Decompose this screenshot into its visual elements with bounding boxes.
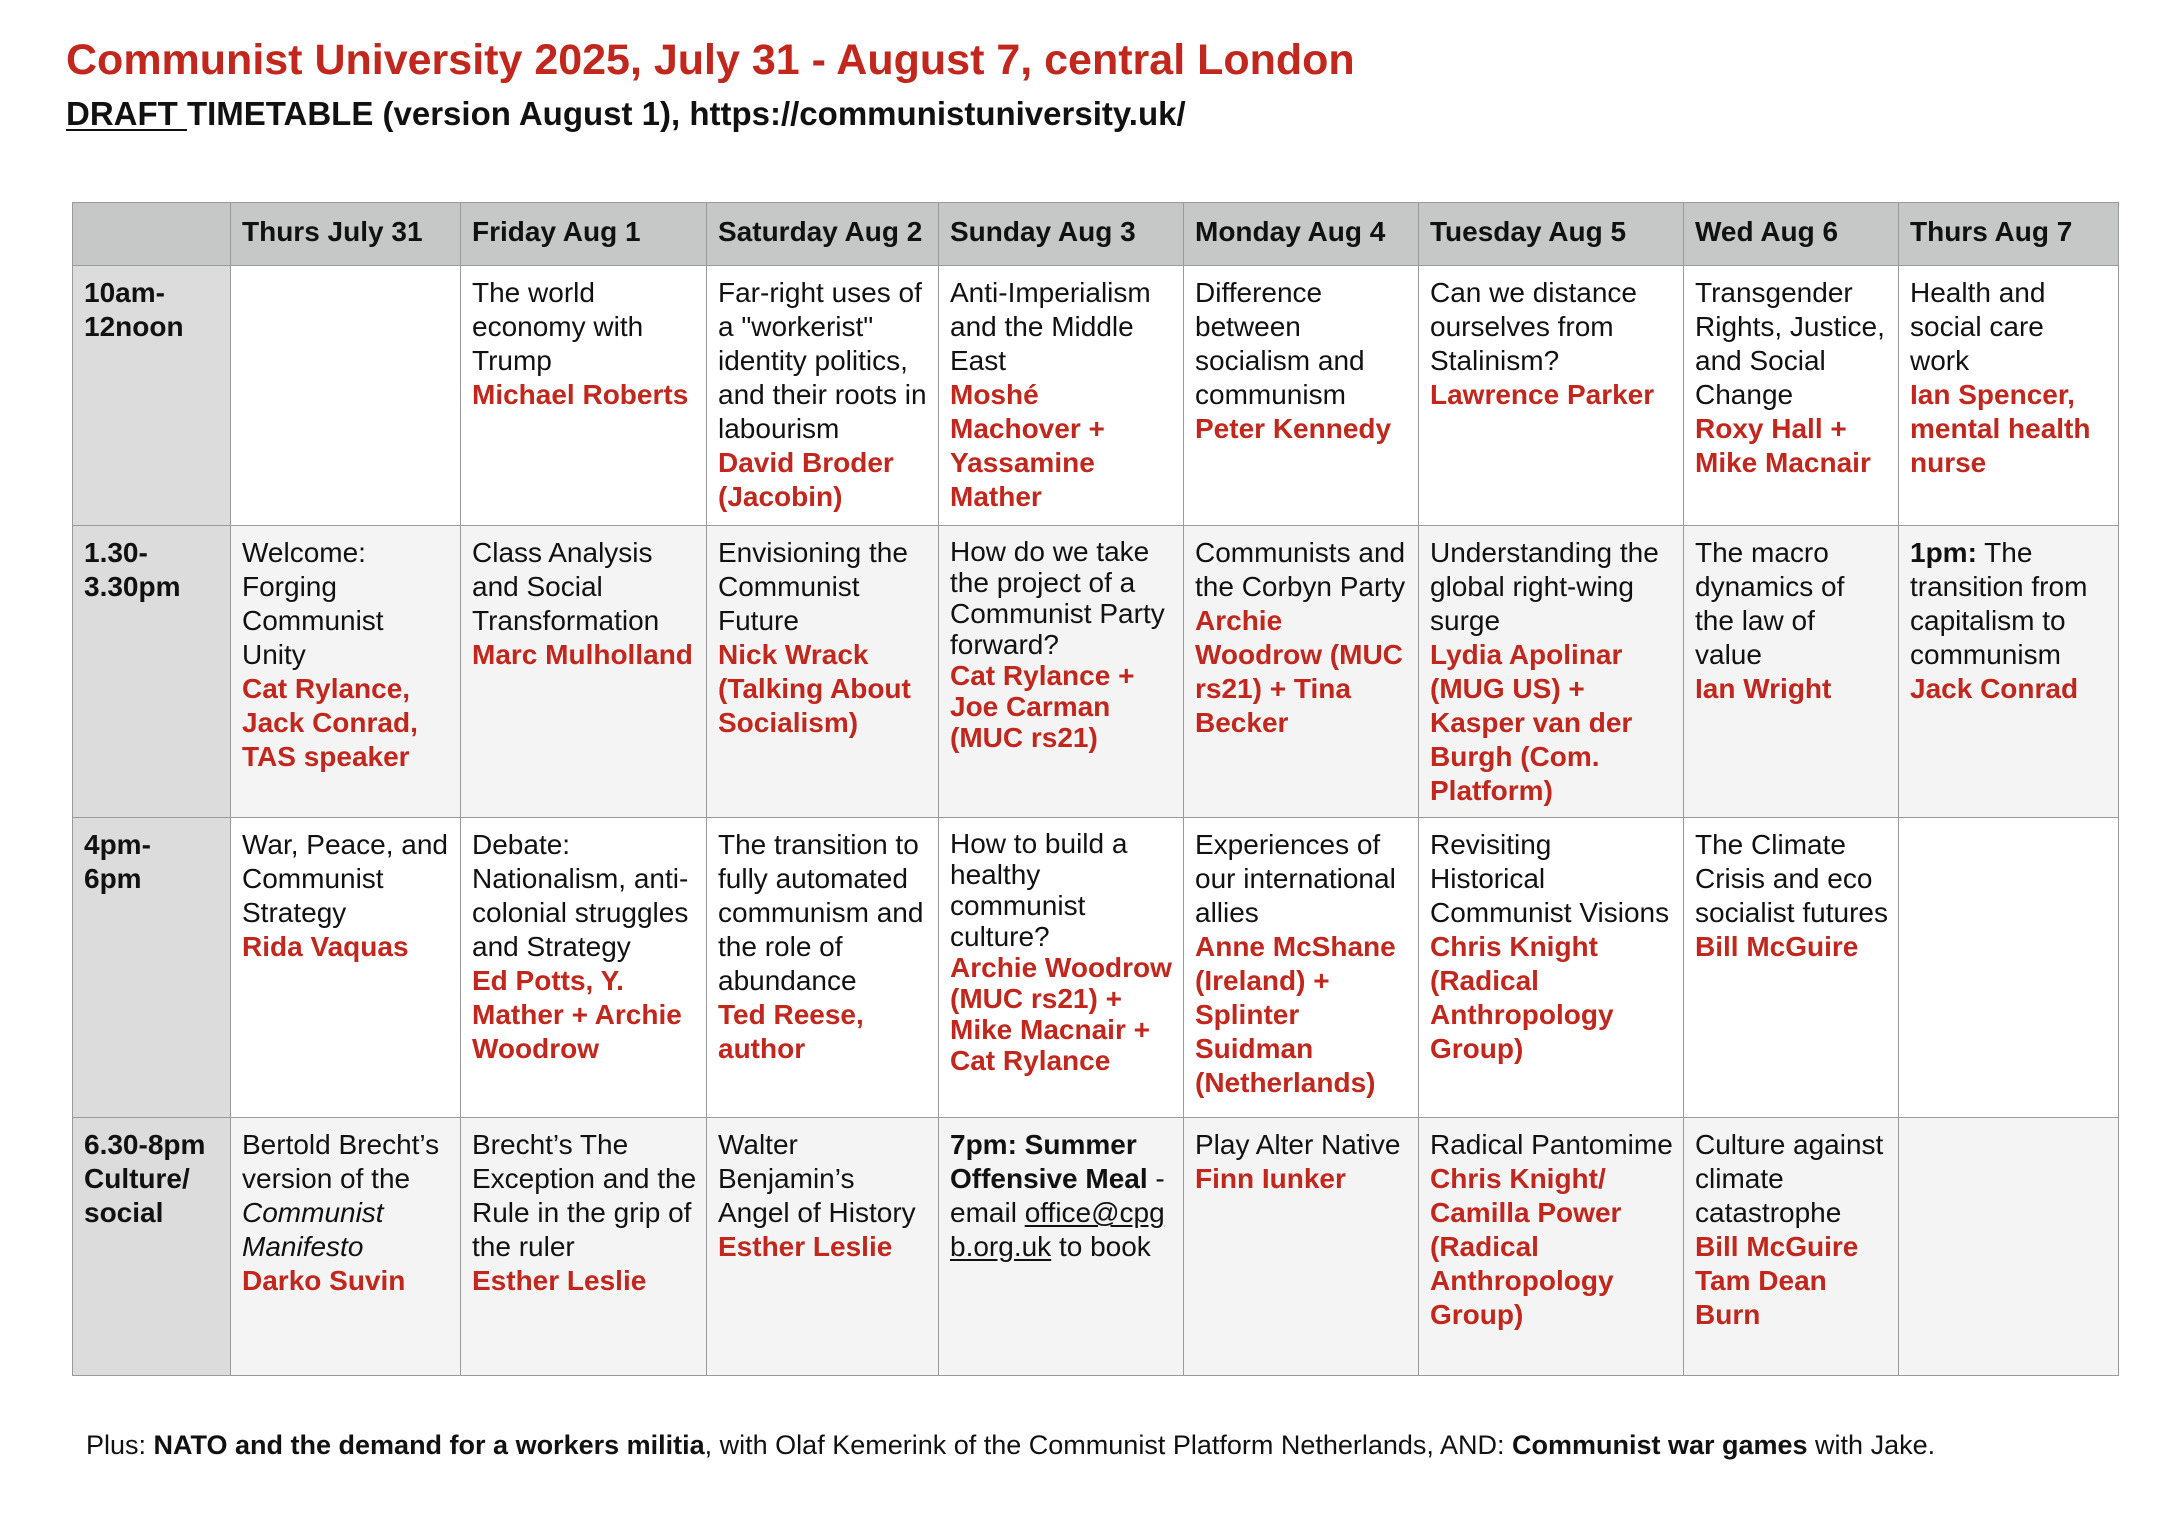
day-header-row — [73, 203, 2119, 266]
session-title: Anti-Imperialism and the Middle East — [950, 277, 1151, 376]
meal-label: 7pm: Summer Offensive Meal — [950, 1129, 1148, 1194]
session-cell — [1184, 1118, 1419, 1376]
session-title: Revisiting Historical Communist Visions — [1430, 829, 1670, 928]
session-title: Play Alter Native — [1195, 1129, 1401, 1160]
session-cell — [1684, 1118, 1899, 1376]
session-cell — [1419, 266, 1684, 526]
session-time: 1pm: — [1910, 537, 1977, 568]
session-cell — [707, 526, 939, 818]
session-cell — [461, 266, 707, 526]
session-title: War, Peace, and Communist Strategy — [242, 829, 448, 928]
session-title: The Climate Crisis and eco socialist futures — [1695, 829, 1888, 928]
session-speaker: Roxy Hall + Mike Macnair — [1695, 413, 1871, 478]
session-speaker: Archie Woodrow (MUC rs21) + Mike Macnair + Cat Rylance — [950, 952, 1172, 1076]
session-title: How do we take the project of a Communist Party forward? — [950, 536, 1165, 660]
day-header: Saturday Aug 2 — [707, 203, 939, 266]
session-title: Debate: Nationalism, anti-colonial struggles and Strategy — [472, 829, 689, 962]
time-slot-label: 4pm- 6pm — [73, 818, 231, 1118]
session-cell — [1184, 266, 1419, 526]
day-header: Wed Aug 6 — [1684, 203, 1899, 266]
session-title: Transgender Rights, Justice, and Social Change — [1695, 277, 1885, 410]
session-cell — [1184, 818, 1419, 1118]
session-cell — [1684, 526, 1899, 818]
session-title: Envisioning the Communist Future — [718, 537, 908, 636]
session-cell-empty — [1899, 818, 2119, 1118]
session-speaker: Bill McGuire — [1695, 1231, 1859, 1262]
time-slot-label: 6.30-8pm Culture/ social — [73, 1118, 231, 1376]
timetable — [72, 202, 2119, 1376]
session-speaker: David Broder (Jacobin) — [718, 447, 894, 512]
session-cell — [231, 1118, 461, 1376]
corner-cell — [73, 203, 231, 266]
session-speaker: Finn Iunker — [1195, 1163, 1346, 1194]
session-title: The world economy with Trump — [472, 277, 644, 376]
session-speaker: Darko Suvin — [242, 1265, 406, 1296]
session-speaker: Peter Kennedy — [1195, 413, 1392, 444]
session-cell — [939, 1118, 1184, 1376]
session-speaker: Michael Roberts — [472, 379, 689, 410]
session-speaker: Lawrence Parker — [1430, 379, 1655, 410]
session-cell — [939, 266, 1184, 526]
session-speaker: Cat Rylance, Jack Conrad, TAS speaker — [242, 673, 418, 772]
day-header: Tuesday Aug 5 — [1419, 203, 1684, 266]
session-cell-empty — [231, 266, 461, 526]
session-cell — [1684, 818, 1899, 1118]
session-cell — [1184, 526, 1419, 818]
session-speaker: Chris Knight/ Camilla Power (Radical Anthropology Group) — [1430, 1163, 1622, 1330]
session-cell — [1684, 266, 1899, 526]
session-title: Communists and the Corbyn Party — [1195, 537, 1406, 602]
session-cell — [1419, 818, 1684, 1118]
session-title: Understanding the global right-wing surge — [1430, 537, 1659, 636]
evening-row — [73, 1118, 2119, 1376]
session-speaker: Bill McGuire — [1695, 931, 1859, 962]
draft-label: DRAFT — [66, 95, 187, 132]
session-title: 1pm: The transition from capitalism to communism — [1910, 537, 2088, 670]
footer-highlight: Communist war games — [1511, 1430, 1808, 1460]
time-slot-label: 10am- 12noon — [73, 266, 231, 526]
session-cell — [1419, 526, 1684, 818]
session-cell — [461, 1118, 707, 1376]
session-speaker: Chris Knight (Radical Anthropology Group) — [1430, 931, 1614, 1064]
session-speaker: Marc Mulholland — [472, 639, 693, 670]
day-header: Friday Aug 1 — [461, 203, 707, 266]
footer-highlight: NATO and the demand for a workers militia — [153, 1430, 705, 1460]
time-slot-label: 1.30- 3.30pm — [73, 526, 231, 818]
session-title: Brecht’s The Exception and the Rule in the grip of the ruler — [472, 1129, 697, 1262]
session-title: The transition to fully automated communism and the role of abundance — [718, 829, 924, 996]
session-title: Walter Benjamin’s Angel of History — [718, 1129, 916, 1228]
session-speaker: Esther Leslie — [472, 1265, 647, 1296]
session-speaker: Ted Reese, author — [718, 999, 864, 1064]
session-speaker: Esther Leslie — [718, 1231, 893, 1262]
session-speaker: Ian Wright — [1695, 673, 1832, 704]
page-subtitle — [66, 95, 1186, 133]
subtitle-text: TIMETABLE (version August 1), https://communistuniversity.uk/ — [186, 95, 1186, 132]
session-cell — [231, 526, 461, 818]
session-speaker: Archie Woodrow (MUC rs21) + Tina Becker — [1195, 605, 1403, 738]
session-cell — [461, 818, 707, 1118]
day-header: Monday Aug 4 — [1184, 203, 1419, 266]
session-speaker: Ed Potts, Y. Mather + Archie Woodrow — [472, 965, 682, 1064]
session-title: How to build a healthy communist culture? — [950, 828, 1128, 952]
day-header: Sunday Aug 3 — [939, 203, 1184, 266]
session-cell — [461, 526, 707, 818]
session-title: Can we distance ourselves from Stalinism? — [1430, 277, 1638, 376]
afternoon-row — [73, 526, 2119, 818]
session-title: Radical Pantomime — [1430, 1129, 1673, 1160]
session-cell — [939, 818, 1184, 1118]
day-header: Thurs Aug 7 — [1899, 203, 2119, 266]
session-speaker: Tam Dean Burn — [1695, 1265, 1827, 1330]
book-title: Communist Manifesto — [242, 1197, 384, 1262]
session-title: Bertold Brecht’s version of the Communist Manifesto — [242, 1129, 440, 1262]
session-cell — [1899, 266, 2119, 526]
session-title: The macro dynamics of the law of value — [1695, 537, 1845, 670]
session-speaker: Cat Rylance + Joe Carman (MUC rs21) — [950, 660, 1135, 753]
footer-note: Plus: NATO and the demand for a workers militia, with Olaf Kemerink of the Communist Platform Netherlands, AND: Communist war games with Jake. — [86, 1430, 1936, 1460]
session-speaker: Lydia Apolinar (MUG US) + Kasper van der Burgh (Com. Platform) — [1430, 639, 1633, 806]
session-cell — [707, 1118, 939, 1376]
session-speaker: Nick Wrack (Talking About Socialism) — [718, 639, 911, 738]
session-speaker: Ian Spencer, mental health nurse — [1910, 379, 2091, 478]
morning-row — [73, 266, 2119, 526]
session-speaker: Moshé Machover + Yassamine Mather — [950, 379, 1105, 512]
session-cell — [231, 818, 461, 1118]
session-title: Class Analysis and Social Transformation — [472, 537, 660, 636]
day-header: Thurs July 31 — [231, 203, 461, 266]
session-cell-empty — [1899, 1118, 2119, 1376]
session-title: Far-right uses of a "workerist" identity politics, and their roots in labourism — [718, 277, 927, 444]
session-cell — [1419, 1118, 1684, 1376]
session-title: Welcome: Forging Communist Unity — [242, 537, 384, 670]
session-cell — [1899, 526, 2119, 818]
session-title: Difference between socialism and communism — [1195, 277, 1365, 410]
session-cell — [707, 266, 939, 526]
email-link[interactable]: office@cpgb.org.uk — [950, 1197, 1165, 1262]
session-title: Experiences of our international allies — [1195, 829, 1396, 928]
session-cell — [939, 526, 1184, 818]
session-speaker: Anne McShane (Ireland) + Splinter Suidman (Netherlands) — [1195, 931, 1396, 1098]
late-afternoon-row — [73, 818, 2119, 1118]
session-speaker: Rida Vaquas — [242, 931, 409, 962]
session-title: 7pm: Summer Offensive Meal - email office@cpgb.org.uk to book — [950, 1129, 1165, 1262]
session-title: Culture against climate catastrophe — [1695, 1129, 1884, 1228]
page-title: Communist University 2025, July 31 - August 7, central London — [66, 36, 1355, 84]
session-title: Health and social care work — [1910, 277, 2046, 376]
session-speaker: Jack Conrad — [1910, 673, 2079, 704]
session-cell — [707, 818, 939, 1118]
